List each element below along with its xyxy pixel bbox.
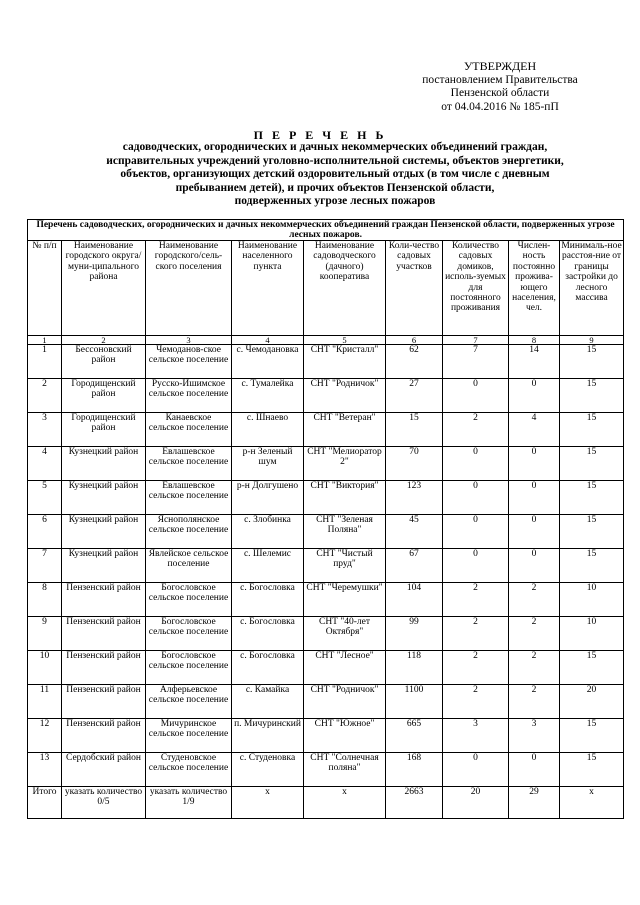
table-cell: 5 <box>28 481 62 515</box>
table-cell: 2 <box>443 617 509 651</box>
column-header: Наименование городского округа/муни-ципального района <box>62 241 146 336</box>
table-cell: Богословское сельское поселение <box>146 617 232 651</box>
total-cell: указать количество 0/5 <box>62 787 146 819</box>
table-cell: 70 <box>386 447 443 481</box>
table-cell: 0 <box>443 515 509 549</box>
table-cell: 0 <box>443 753 509 787</box>
table-cell: 15 <box>560 413 624 447</box>
table-cell: 3 <box>443 719 509 753</box>
document-title: П Е Р Е Ч Е Н Ь <box>253 128 387 142</box>
table-cell: 0 <box>509 515 560 549</box>
table-cell: Богословское сельское поселение <box>146 651 232 685</box>
table-cell: 1100 <box>386 685 443 719</box>
table-cell: 45 <box>386 515 443 549</box>
table-cell: Сердобский район <box>62 753 146 787</box>
column-number: 8 <box>509 336 560 345</box>
table-cell: СНТ "Кристалл" <box>304 345 386 379</box>
table-cell: СНТ "Солнечная поляна" <box>304 753 386 787</box>
table-cell: 15 <box>560 651 624 685</box>
table-row <box>28 481 624 515</box>
objects-table <box>27 219 624 819</box>
table-cell: 62 <box>386 345 443 379</box>
table-cell: СНТ "Родничок" <box>304 379 386 413</box>
table-cell: 0 <box>509 379 560 413</box>
table-cell: Пензенский район <box>62 719 146 753</box>
table-cell: 2 <box>443 651 509 685</box>
total-cell: 20 <box>443 787 509 819</box>
table-cell: 15 <box>560 515 624 549</box>
table-cell: с. Чемодановка <box>232 345 304 379</box>
total-cell: указать количество 1/9 <box>146 787 232 819</box>
table-cell: Алферьевское сельское поселение <box>146 685 232 719</box>
table-cell: Студеновское сельское поселение <box>146 753 232 787</box>
table-row <box>28 719 624 753</box>
table-cell: Городищенский район <box>62 379 146 413</box>
total-cell: 29 <box>509 787 560 819</box>
table-row <box>28 617 624 651</box>
column-number: 6 <box>386 336 443 345</box>
table-cell: с. Шнаево <box>232 413 304 447</box>
table-cell: 0 <box>443 379 509 413</box>
table-cell: 0 <box>509 481 560 515</box>
table-cell: с. Студеновка <box>232 753 304 787</box>
subtitle-line: садоводческих, огороднических и дачных некоммерческих объединений граждан, <box>122 141 548 153</box>
table-row <box>28 413 624 447</box>
table-cell: 15 <box>560 549 624 583</box>
column-header: Наименование садоводческого (дачного) кооператива <box>304 241 386 336</box>
table-cell: Кузнецкий район <box>62 549 146 583</box>
table-cell: 0 <box>509 447 560 481</box>
table-cell: 2 <box>443 685 509 719</box>
table-cell: 67 <box>386 549 443 583</box>
subtitle-line: пребыванием детей), и прочих объектов Пензенской области, <box>175 181 495 194</box>
column-number: 2 <box>62 336 146 345</box>
table-cell: Бессоновский район <box>62 345 146 379</box>
table-cell: Явлейское сельское поселение <box>146 549 232 583</box>
table-cell: 168 <box>386 753 443 787</box>
table-cell: Пензенский район <box>62 617 146 651</box>
table-cell: СНТ "Зеленая Поляна" <box>304 515 386 549</box>
column-number: 7 <box>443 336 509 345</box>
table-cell: СНТ "Чистый пруд" <box>304 549 386 583</box>
table-cell: 1 <box>28 345 62 379</box>
table-cell: Канаевское сельское поселение <box>146 413 232 447</box>
table-cell: 2 <box>443 413 509 447</box>
table-cell: 7 <box>28 549 62 583</box>
column-header: Минималь-ное расстоя-ние от границы застройки до лесного массива <box>560 241 624 336</box>
table-cell: 15 <box>560 753 624 787</box>
table-row <box>28 447 624 481</box>
table-cell: с. Богословка <box>232 651 304 685</box>
column-header: Наименование городского/сель-ского поселения <box>146 241 232 336</box>
total-cell: 2663 <box>386 787 443 819</box>
table-cell: Евлашевское сельское поселение <box>146 481 232 515</box>
column-number: 4 <box>232 336 304 345</box>
table-cell: 12 <box>28 719 62 753</box>
table-cell: Чемоданов-ское сельское поселение <box>146 345 232 379</box>
total-cell: х <box>232 787 304 819</box>
table-cell: 20 <box>560 685 624 719</box>
table-row <box>28 549 624 583</box>
table-total-row <box>28 787 624 819</box>
table-cell: с. Богословка <box>232 583 304 617</box>
table-cell: 14 <box>509 345 560 379</box>
subtitle-line: подверженных угрозе лесных пожаров <box>234 195 436 208</box>
table-cell: СНТ "Мелиоратор 2" <box>304 447 386 481</box>
column-header: Коли-чество садовых участков <box>386 241 443 336</box>
table-body <box>28 345 624 787</box>
table-cell: Пензенский район <box>62 583 146 617</box>
table-cell: 15 <box>560 719 624 753</box>
approval-stamp <box>385 60 615 114</box>
table-cell: 8 <box>28 583 62 617</box>
table-cell: 2 <box>509 651 560 685</box>
table-cell: 4 <box>509 413 560 447</box>
total-cell: х <box>304 787 386 819</box>
table-cell: СНТ "40-лет Октября" <box>304 617 386 651</box>
table-cell: 3 <box>509 719 560 753</box>
table-row <box>28 515 624 549</box>
table-cell: СНТ "Южное" <box>304 719 386 753</box>
table-cell: 7 <box>443 345 509 379</box>
table-cell: 0 <box>509 549 560 583</box>
table-cell: 27 <box>386 379 443 413</box>
table-cell: 9 <box>28 617 62 651</box>
table-cell: СНТ "Лесное" <box>304 651 386 685</box>
table-cell: с. Злобинка <box>232 515 304 549</box>
table-cell: 0 <box>443 447 509 481</box>
table-section-title: Перечень садоводческих, огороднических и дачных некоммерческих объединений граждан Пензенской области, подверженных угрозе лесных пожаров. <box>28 220 624 241</box>
column-number: 3 <box>146 336 232 345</box>
table-row <box>28 685 624 719</box>
table-cell: р-н Долгушено <box>232 481 304 515</box>
table-cell: 10 <box>560 617 624 651</box>
table-row <box>28 651 624 685</box>
subtitle-line: исправительных учреждений уголовно-исполнительной системы, объектов энергетики, <box>106 154 564 167</box>
table-cell: СНТ "Родничок" <box>304 685 386 719</box>
table-cell: 15 <box>386 413 443 447</box>
table-cell: с. Тумалейка <box>232 379 304 413</box>
column-number: 9 <box>560 336 624 345</box>
table-row <box>28 379 624 413</box>
table-row <box>28 345 624 379</box>
total-cell: Итого <box>28 787 62 819</box>
table-cell: 104 <box>386 583 443 617</box>
table-cell: Кузнецкий район <box>62 515 146 549</box>
table-cell: Яснополянское сельское поселение <box>146 515 232 549</box>
table-cell: 13 <box>28 753 62 787</box>
table-cell: Евлашевское сельское поселение <box>146 447 232 481</box>
table-cell: СНТ "Виктория" <box>304 481 386 515</box>
column-header: № п/п <box>28 241 62 336</box>
table-cell: 15 <box>560 379 624 413</box>
approval-date: от 04.04.2016 № 185-пП <box>441 100 559 113</box>
table-cell: 2 <box>28 379 62 413</box>
table-cell: 4 <box>28 447 62 481</box>
table-cell: 6 <box>28 515 62 549</box>
table-cell: Мичуринское сельское поселение <box>146 719 232 753</box>
table-header-row <box>28 241 624 336</box>
table-cell: 0 <box>443 481 509 515</box>
subtitle-line: объектов, организующих детский оздоровительный отдых (в том числе с дневным <box>120 168 550 181</box>
table-cell: 123 <box>386 481 443 515</box>
table-cell: 10 <box>560 583 624 617</box>
table-cell: с. Камайка <box>232 685 304 719</box>
table-cell: Пензенский район <box>62 651 146 685</box>
table-cell: 2 <box>443 583 509 617</box>
table-cell: Пензенский район <box>62 685 146 719</box>
column-number: 1 <box>28 336 62 345</box>
table-row <box>28 583 624 617</box>
column-header: Количество садовых домиков, исполь-зуемых для постоянного проживания <box>443 241 509 336</box>
table-cell: Городищенский район <box>62 413 146 447</box>
table-cell: Кузнецкий район <box>62 481 146 515</box>
table-cell: 0 <box>509 753 560 787</box>
table-cell: 99 <box>386 617 443 651</box>
table-cell: с. Богословка <box>232 617 304 651</box>
table-cell: 665 <box>386 719 443 753</box>
table-cell: 10 <box>28 651 62 685</box>
document-subtitle <box>80 141 590 209</box>
table-cell: 0 <box>443 549 509 583</box>
table-cell: 2 <box>509 583 560 617</box>
total-cell: х <box>560 787 624 819</box>
table-cell: СНТ "Ветеран" <box>304 413 386 447</box>
approval-line: постановлением Правительства <box>422 73 578 86</box>
table-cell: 118 <box>386 651 443 685</box>
approval-line: Пензенской области <box>450 87 550 100</box>
table-cell: 15 <box>560 447 624 481</box>
table-cell: р-н Зеленый шум <box>232 447 304 481</box>
table-row <box>28 753 624 787</box>
table-cell: 2 <box>509 685 560 719</box>
table-cell: 3 <box>28 413 62 447</box>
table-cell: 2 <box>509 617 560 651</box>
table-cell: СНТ "Черемушки" <box>304 583 386 617</box>
table-cell: Русско-Ишимское сельское поселение <box>146 379 232 413</box>
column-header: Числен-ность постоянно прожива-ющего населения, чел. <box>509 241 560 336</box>
table-cell: Кузнецкий район <box>62 447 146 481</box>
table-cell: 15 <box>560 345 624 379</box>
table-cell: 11 <box>28 685 62 719</box>
table-cell: с. Шелемис <box>232 549 304 583</box>
table-cell: 15 <box>560 481 624 515</box>
table-cell: Богословское сельское поселение <box>146 583 232 617</box>
approval-title: УТВЕРЖДЕН <box>463 59 537 73</box>
column-header: Наименование населенного пункта <box>232 241 304 336</box>
table-cell: п. Мичуринский <box>232 719 304 753</box>
column-number-row <box>28 336 624 345</box>
column-number: 5 <box>304 336 386 345</box>
